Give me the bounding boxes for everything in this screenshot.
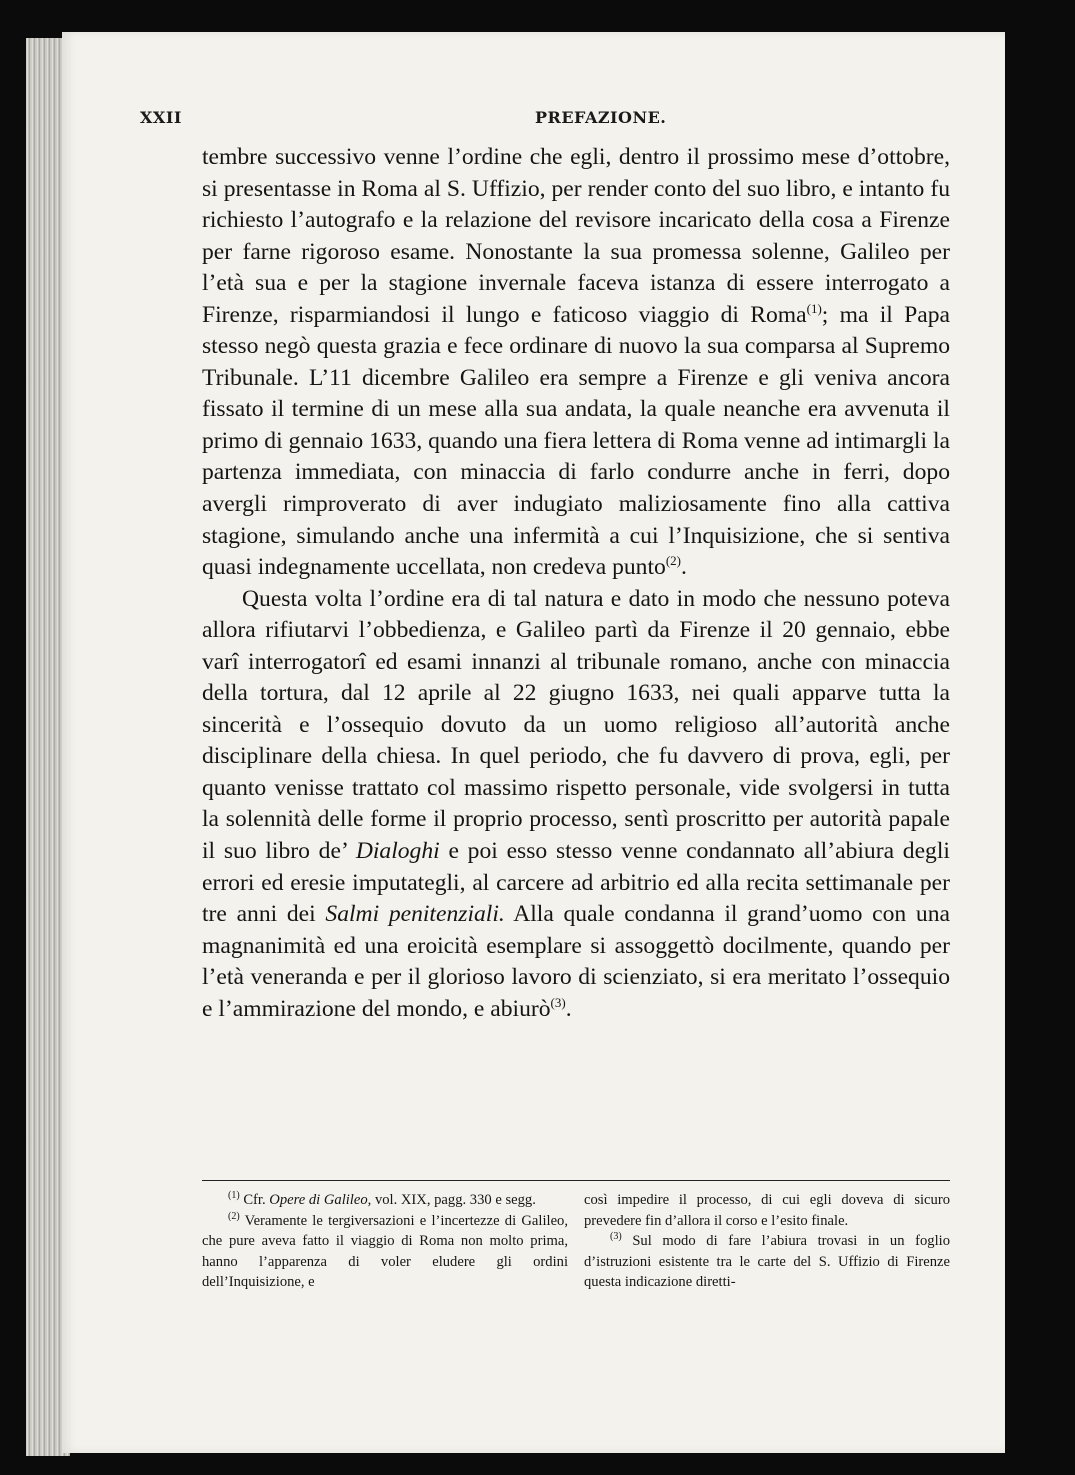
footnote-1-text-a: Cfr. — [243, 1192, 266, 1208]
footnote-1-mark: (1) — [228, 1190, 240, 1202]
running-title: PREFAZIONE. — [535, 108, 667, 127]
footnote-ref-2: (2) — [665, 553, 681, 569]
paragraph-2 — [202, 584, 950, 1026]
footnote-ref-1: (1) — [806, 300, 822, 316]
running-head — [140, 108, 950, 132]
p2-text-4: . — [565, 995, 572, 1022]
footnote-3-text: Sul modo di fare l’abiura trovasi in un foglio d’istruzioni esistente tra le carte del S. Uffizio di Firenze questa indicazione diretti- — [584, 1233, 950, 1291]
footnote-3-mark: (3) — [610, 1231, 622, 1243]
footnote-1-text-b: vol. XIX, pagg. 330 e segg. — [374, 1192, 536, 1208]
p2-text-3: Alla quale condanna il grand’uomo con una magnanimità ed una eroicità esemplare si assoggettò docilmente, quando per l’età veneranda e per il glorioso lavoro di scienziato, si era meritato l’ossequio e l’ammirazione del mondo, e abiurò — [202, 901, 950, 1022]
main-text — [202, 142, 950, 1025]
footnote-2 — [202, 1211, 568, 1293]
page-number: XXII — [140, 108, 182, 127]
footnote-2-continued: così impedire il processo, di cui egli doveva di sicuro prevedere fin d’allora il corso e l’esito finale. — [584, 1192, 950, 1229]
italic-salmi: Salmi penitenziali. — [325, 901, 505, 928]
paragraph-1 — [202, 142, 950, 584]
footnote-1 — [202, 1190, 568, 1211]
footnotes-left-column — [202, 1190, 568, 1293]
p2-text-1: Questa volta l’ordine era di tal natura e dato in modo che nessuno poteva allora rifiutarvi l’obbedienza, e Galileo partì da Firenze il 20 gennaio, ebbe varî interrogatorî ed esami innanzi al tribunale romano, anche con minaccia della tortura, dal 12 aprile al 22 giugno 1633, nei quali apparve tutta la sincerità e l’ossequio dovuto da un uomo religioso all’autorità anche disciplinare della chiesa. In quel periodo, che fu davvero di prova, egli, per quanto venisse trattato col massimo rispetto personale, vide svolgersi in tutta la solennità delle forme il proprio processo, sentì proscritto per autorità papale il suo libro de’ — [202, 585, 950, 865]
footnote-rule — [202, 1180, 950, 1181]
footnote-1-italic: Opere di Galileo, — [269, 1192, 372, 1208]
footnote-3 — [584, 1231, 950, 1293]
p1-text-1: tembre successivo venne l’ordine che egli, dentro il prossimo mese d’ottobre, si presentasse in Roma al S. Uffizio, per render conto del suo libro, e intanto fu richiesto l’autografo e la relazione del revisore incaricato della cosa a Firenze per farne rigoroso esame. Nonostante la sua promessa solenne, Galileo per l’età sua e per la stagione invernale faceva istanza di essere interrogato a Firenze, risparmiandosi il lungo e faticoso viaggio di Roma — [202, 144, 950, 328]
footnote-2-mark: (2) — [228, 1210, 240, 1222]
italic-dialoghi: Dialoghi — [355, 838, 440, 865]
footnote-2-text-left: Veramente le tergiversazioni e l’incertezze di Galileo, che pure aveva fatto il viaggio di Roma non molto prima, hanno l’apparenza di voler eludere gli ordini dell’Inquisizione, e — [202, 1212, 568, 1291]
p1-text-3: . — [681, 554, 687, 581]
footnote-ref-3: (3) — [550, 994, 566, 1010]
footnotes — [202, 1190, 950, 1293]
p1-text-2: ; ma il Papa stesso negò questa grazia e fece ordinare di nuovo la sua comparsa al Supremo Tribunale. L’11 dicembre Galileo era sempre a Firenze e gli veniva ancora fissato il termine di un mese alla sua andata, la quale neanche era avvenuta il primo di gennaio 1633, quando una fiera lettera di Roma venne ad intimargli la partenza immediata, con minaccia di farlo condurre anche in ferri, dopo avergli rimproverato di aver indugiato maliziosamente fino alla cattiva stagione, simulando anche una infermità a cui l’Inquisizione, che si sentiva quasi indegnamente uccellata, non credeva punto — [202, 301, 950, 581]
p2-text-2: e poi esso stesso venne condannato all’abiura degli errori ed eresie imputategli, al carcere ad arbitrio ed alla recita settimanale per tre anni dei — [202, 838, 950, 928]
footnotes-right-column — [584, 1190, 950, 1293]
